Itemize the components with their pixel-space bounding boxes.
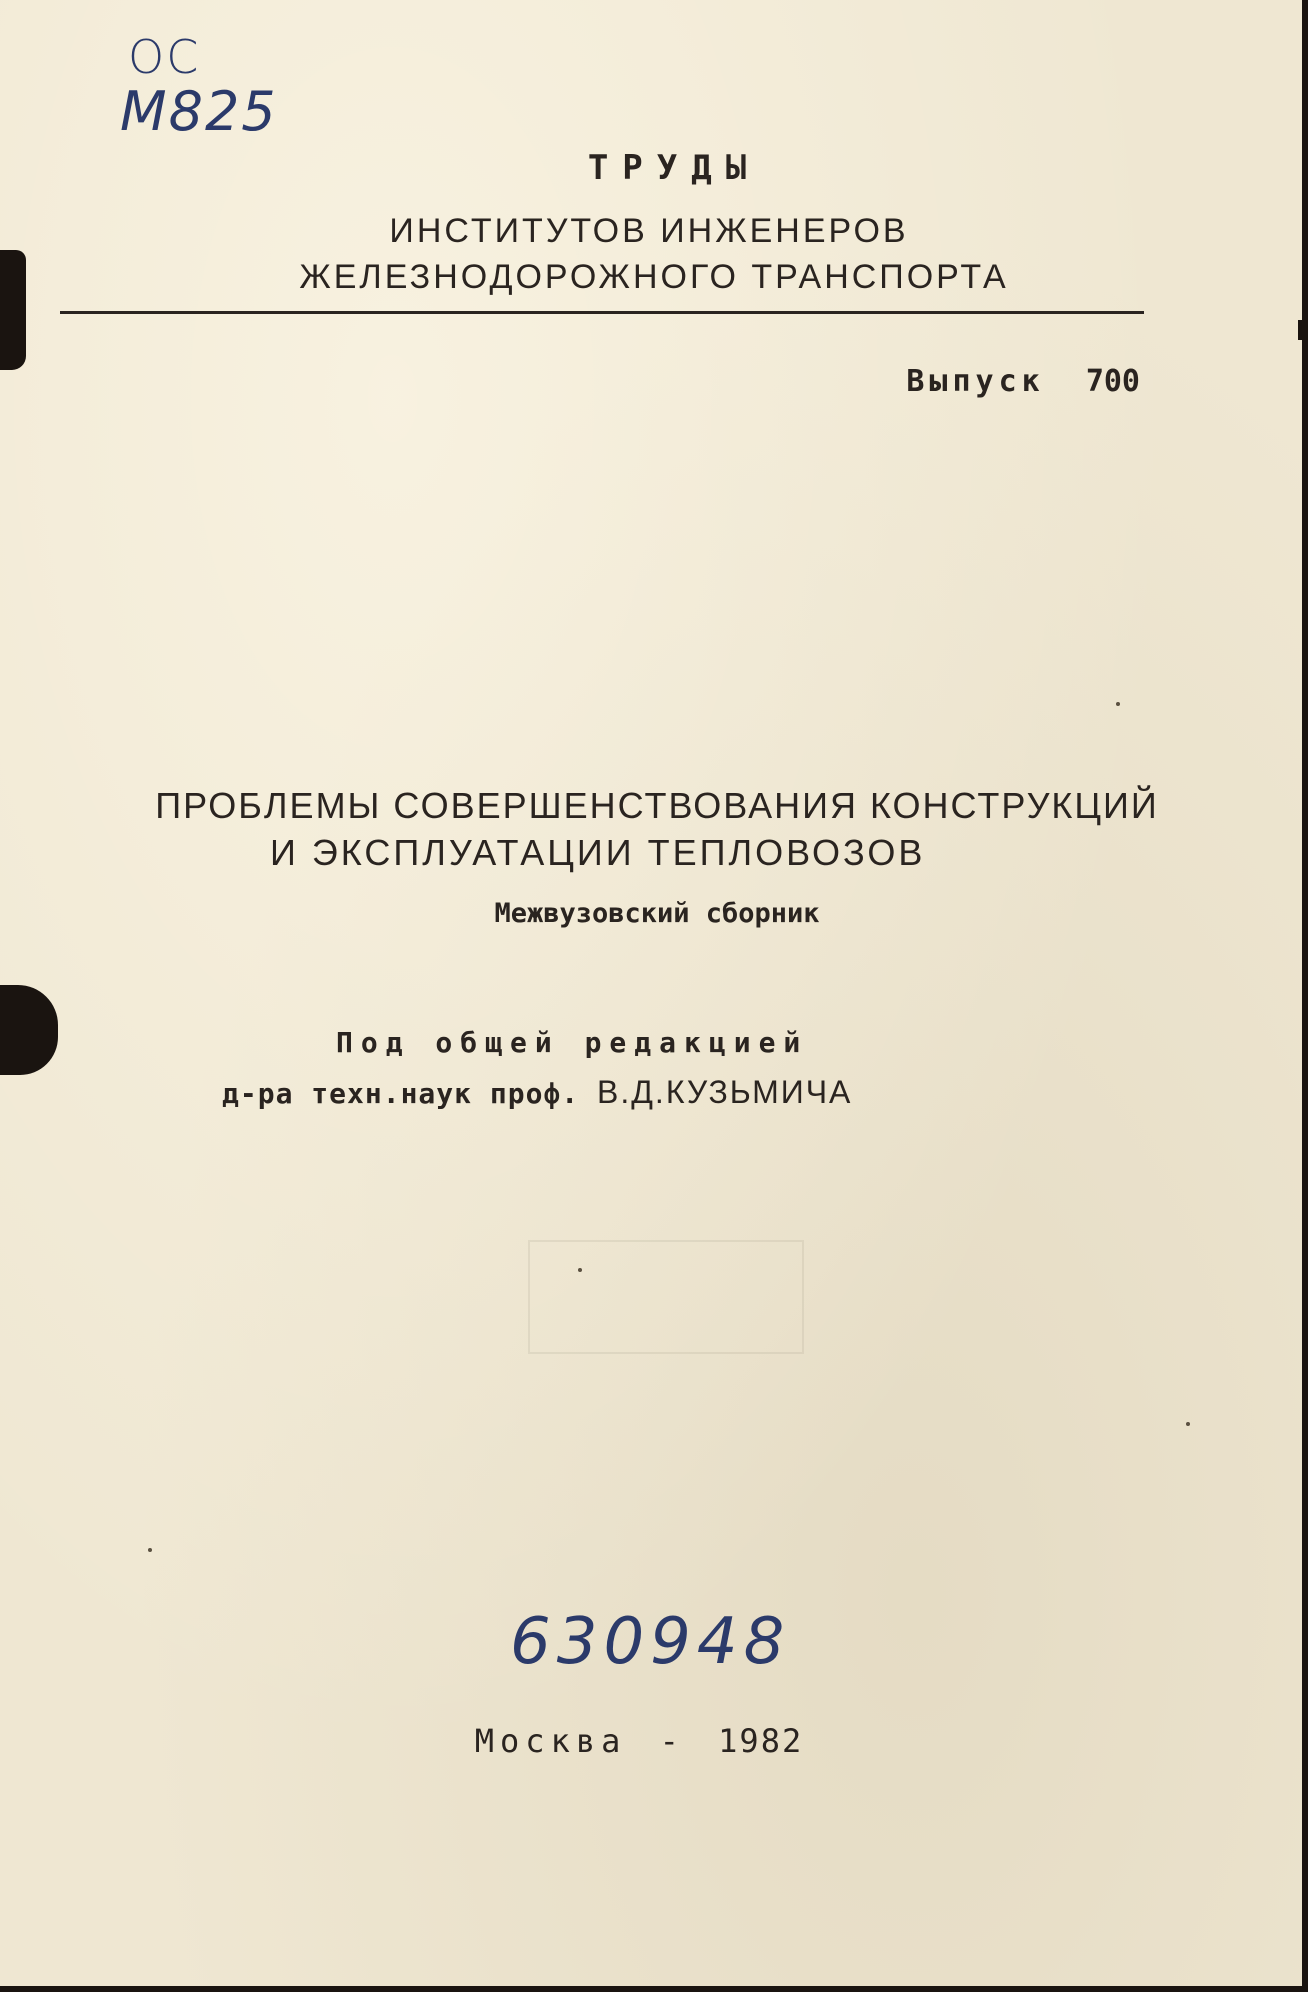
imprint-year: 1982 [718, 1722, 804, 1760]
page-notch-right [1298, 320, 1308, 340]
book-subtitle: Межвузовский сборник [494, 898, 820, 929]
scan-edge-right [1302, 0, 1308, 1992]
institution-line-1: ИНСТИТУТОВ ИНЖЕНЕРОВ [389, 212, 909, 250]
issue-value: 700 [1085, 364, 1140, 399]
imprint-separator: - [659, 1722, 685, 1760]
handwritten-shelf-code-2: M825 [120, 80, 278, 143]
editor-line-2 [222, 1074, 852, 1111]
paper-speck [1186, 1422, 1190, 1426]
editor-line-1: Под общей редакцией [336, 1026, 809, 1059]
handwritten-inventory-number: 630948 [510, 1605, 791, 1679]
header-divider [60, 311, 1144, 314]
editor-name: В.Д.КУЗЬМИЧА [597, 1074, 853, 1110]
paper-speck [148, 1548, 152, 1552]
imprint [0, 1722, 1308, 1760]
institution-line-2: ЖЕЛЕЗНОДОРОЖНОГО ТРАНСПОРТА [299, 258, 1009, 296]
handwritten-shelf-code-1: OC [128, 30, 201, 84]
issue-label: Выпуск [906, 364, 1045, 399]
book-title-line-2: И ЭКСПЛУАТАЦИИ ТЕПЛОВОЗОВ [270, 832, 926, 873]
imprint-city: Москва [474, 1722, 627, 1760]
book-title-line-1: ПРОБЛЕМЫ СОВЕРШЕНСТВОВАНИЯ КОНСТРУКЦИЙ [155, 785, 1159, 826]
paper-speck [1116, 702, 1120, 706]
issue-number [906, 364, 1140, 399]
paper-speck [578, 1268, 582, 1272]
scan-edge-bottom [0, 1986, 1308, 1992]
faded-library-stamp [528, 1240, 804, 1354]
page-tear-lower [0, 985, 58, 1075]
editor-credentials: д-ра техн.наук проф. [222, 1077, 580, 1110]
series-title: ТРУДЫ [587, 148, 761, 188]
